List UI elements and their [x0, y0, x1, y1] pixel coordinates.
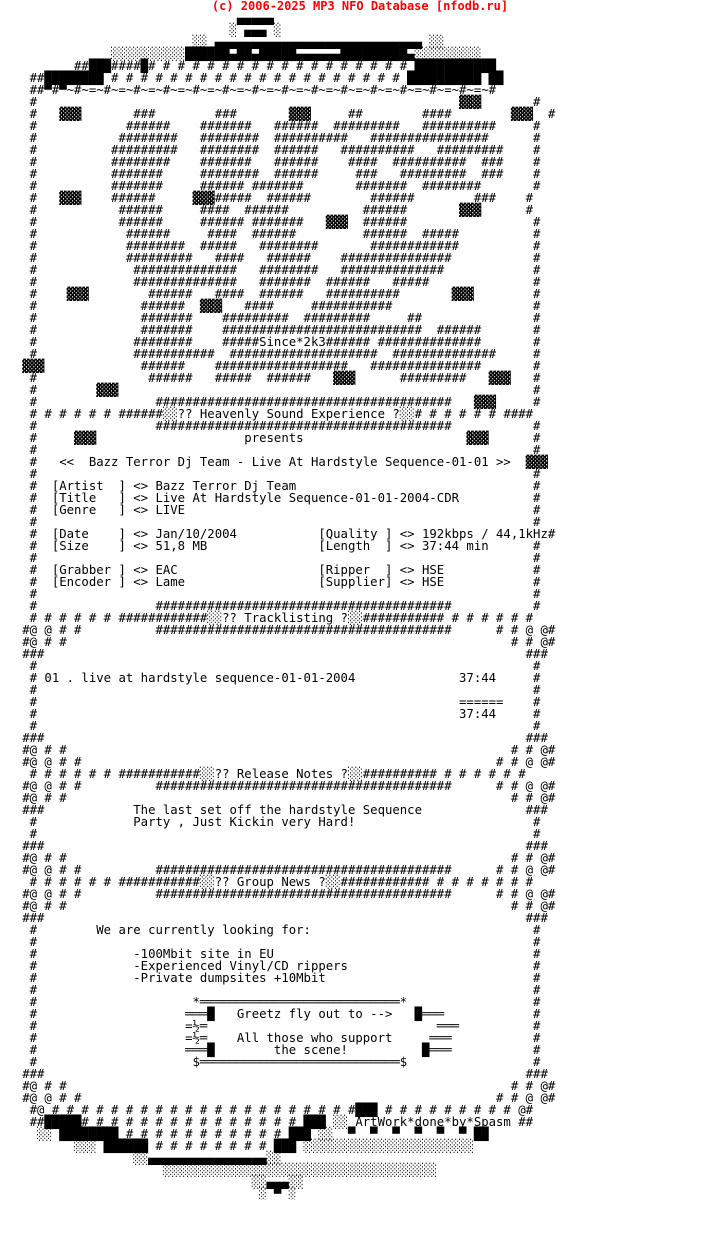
nfo-line: # ###### ###### ####### ▓▓▓ ###### #: [0, 215, 541, 229]
nfo-line: # =½═ ═══ #: [0, 1019, 541, 1033]
nfo-line: # #: [0, 467, 541, 481]
nfo-line: ░░░░░░░░░░░░░░░░░░░░░░░░░░░░░░░░░░░░░: [0, 1163, 437, 1177]
nfo-line: # ###### ####### ###### ######### ########## #: [0, 119, 541, 133]
nfo-line: # ######################################## #: [0, 419, 541, 433]
nfo-line: # #: [0, 983, 541, 997]
nfo-line: # ####### ######### ######### ## #: [0, 311, 541, 325]
nfo-line: # [Grabber ] <> EAC [Ripper ] <> HSE #: [0, 563, 541, 577]
nfo-line: #@ # # # # @#: [0, 899, 556, 913]
nfo-line: # [Title ] <> Live At Hardstyle Sequence-01-01-2004-CDR #: [0, 491, 541, 505]
nfo-line: ##████████ # # # # # # # # # # # # # # # # # # # # ██████████ ██: [0, 71, 504, 85]
nfo-line: #@ @ # # ######################################## # # @ @#: [0, 863, 556, 877]
nfo-line: ▓▓▓ ###### ################## ############### #: [0, 359, 541, 373]
nfo-line: # ####### ######## ###### ### ######### ### #: [0, 167, 541, 181]
nfo-line: # #: [0, 827, 541, 841]
nfo-line: #@ @ # # ######################################## # # @ @#: [0, 623, 556, 637]
nfo-line: # $═══════════════════════════$ #: [0, 1055, 541, 1069]
nfo-line: #@ # # # # @#: [0, 791, 556, 805]
nfo-line: # << Bazz Terror Dj Team - Live At Hardstyle Sequence-01-01 >> ▓▓▓: [0, 455, 548, 469]
nfo-line: # ====== #: [0, 695, 541, 709]
nfo-line: # ▓▓▓ ### ### ▓▓▓ ## #### ▓▓▓ #: [0, 107, 556, 121]
nfo-line: # ############## ######## ############## #: [0, 263, 541, 277]
nfo-line: # ###### #### ###### ###### ▓▓▓ #: [0, 203, 534, 217]
nfo-line: #@ # # # # @#: [0, 743, 556, 757]
nfo-line: # #: [0, 443, 541, 457]
nfo-line: #@ # # # # @#: [0, 1079, 556, 1093]
nfo-line: ##█████# # # # # # # # # # # # # # # ███ ░░ ArtWork*done*by*Spasm ##: [0, 1115, 534, 1129]
nfo-line: ░░░░░░░░░░██████▄██▄█████▄▄▄▄▄▄█████████▄░░░░░░░░░: [0, 47, 482, 61]
nfo-line: ### ###: [0, 731, 548, 745]
nfo-line: # -Private dumpsites +10Mbit #: [0, 971, 541, 985]
nfo-line: # #: [0, 719, 541, 733]
nfo-line: # ####### ########################### ###### #: [0, 323, 541, 337]
nfo-line: # ▓▓▓ ###### ▓▓▓##### ###### ###### ### #: [0, 191, 534, 205]
nfo-line: # ▓▓▓ #: [0, 383, 541, 397]
nfo-line: # ###### ##### ###### ▓▓▓ ######### ▓▓▓ #: [0, 371, 541, 385]
nfo-line: ##▀#▀~#~=~#~=~#~=~#~=~#~=~#~=~#~=~#~=~#~=~#~=~#~=~#~=~#~=~#~=~#: [0, 83, 497, 97]
nfo-line: # =½═ All those who support ═══ #: [0, 1031, 541, 1045]
nfo-line: # #: [0, 683, 541, 697]
nfo-line: #@ @ # # ######################################## # # @ @#: [0, 779, 556, 793]
nfo-line: #@ @ # # ######################################## # # @ @#: [0, 887, 556, 901]
nfo-line: # We are currently looking for: #: [0, 923, 541, 937]
nfo-line: #@ @ # # # # @ @#: [0, 755, 556, 769]
nfo-line: # ######################################## #: [0, 599, 541, 613]
nfo-line: # # # # # # ######░░?? Heavenly Sound Experience ?░░# # # # # # ####: [0, 407, 534, 421]
nfo-line: # 01 . live at hardstyle sequence-01-01-2004 37:44 #: [0, 671, 541, 685]
nfo-line: # ######## #####Since*2k3###### ############## #: [0, 335, 541, 349]
nfo-line: # #: [0, 587, 541, 601]
nfo-line: # # # # # # ###########░░?? Release Notes ?░░########## # # # # # #: [0, 767, 526, 781]
nfo-line: # #: [0, 515, 541, 529]
nfo-line: # ###### #### ###### ###### ##### #: [0, 227, 541, 241]
nfo-line: ░░▄▄▄▄▄▄▄▄▄▄▄▄▄▄▄▄░░: [0, 1151, 282, 1165]
nfo-line: #@ # # # # @#: [0, 635, 556, 649]
nfo-line: ### ###: [0, 839, 548, 853]
nfo-line: # [Date ] <> Jan/10/2004 [Quality ] <> 192kbps / 44,1kHz#: [0, 527, 556, 541]
nfo-line: #@ # # # # @#: [0, 851, 556, 865]
nfo-line: ░░░ ██████ # # # # # # # # ███ ░░░░░░░░░░░░░░░░░░░░░░░: [0, 1139, 474, 1153]
nfo-line: ░ ▄▄▄ ░: [0, 23, 282, 37]
nfo-line: # ############## ####### ###### ##### #: [0, 275, 541, 289]
nfo-line: # ######## ######## ########## ################ #: [0, 131, 541, 145]
nfo-line: # -100Mbit site in EU #: [0, 947, 541, 961]
nfo-line: # ###### ▓▓▓ #### ########### #: [0, 299, 541, 313]
nfo-line: # ######## ##### ######## ############ #: [0, 239, 541, 253]
nfo-line: # ######################################## ▓▓▓ #: [0, 395, 541, 409]
nfo-line: ### ###: [0, 647, 548, 661]
nfo-line: ░░ ▄▄▄▄▄▄▄▄▄▄▄▄▄▄▄▄▄▄▄▄▄▄▄▄▄▄▄▄ ░░: [0, 35, 445, 49]
nfo-line: # ═══█ Greetz fly out to --> █═══ #: [0, 1007, 541, 1021]
nfo-line: # ######## ####### ###### #### ########## ### #: [0, 155, 541, 169]
nfo-line: # ######### #### ###### ############### #: [0, 251, 541, 265]
nfo-line: ##███####█# # # # # # # # # # # # # # # # # # ███████████: [0, 59, 497, 73]
nfo-line: #@ @ # # # # @ @#: [0, 1091, 556, 1105]
nfo-line: # [Genre ] <> LIVE #: [0, 503, 541, 517]
nfo-line: ░░ ████████ # # # # # # # # # # # ███ ░░ ▀ ▀ ▀ ▀ ▀ ▀ ██: [0, 1127, 489, 1141]
nfo-line: # ######### ######## ###### ########## ######### #: [0, 143, 541, 157]
nfo-line: ### The last set off the hardstyle Sequence ###: [0, 803, 548, 817]
nfo-line: # # # # # # ############░░?? Tracklisting ?░░########### # # # # # #: [0, 611, 534, 625]
nfo-line: # ▓▓▓ #: [0, 95, 541, 109]
nfo-ascii-art-body: [0, 12, 720, 1200]
nfo-line: # *═══════════════════════════* #: [0, 995, 541, 1009]
nfo-line: ░ ▀ ░: [0, 1187, 297, 1200]
nfo-line: # [Size ] <> 51,8 MB [Length ] <> 37:44 min #: [0, 539, 541, 553]
nfo-line: # ▓▓▓ presents ▓▓▓ #: [0, 431, 541, 445]
nfo-line: # ═══█ the scene! █═══ #: [0, 1043, 541, 1057]
nfo-line: # -Experienced Vinyl/CD rippers #: [0, 959, 541, 973]
nfo-line: ### ###: [0, 1067, 548, 1081]
nfo-line: ░░▄▄▄░░: [0, 1175, 304, 1189]
nfo-line: # 37:44 #: [0, 707, 541, 721]
nfo-line: # [Artist ] <> Bazz Terror Dj Team #: [0, 479, 541, 493]
nfo-line: # # # # # # ###########░░?? Group News ?░░############ # # # # # # #: [0, 875, 534, 889]
copyright-credit: (c) 2006-2025 MP3 NFO Database [nfodb.ru]: [211, 0, 509, 13]
nfo-line: # #: [0, 935, 541, 949]
nfo-line: # ####### ###### ####### ####### ######## #: [0, 179, 541, 193]
nfo-line: #@ # # # # # # # # # # # # # # # # # # # # #███ # # # # # # # # # @#: [0, 1103, 534, 1117]
nfo-line: ▄▄▄▄▄: [0, 12, 274, 25]
nfo-line: # ▓▓▓ ###### #### ###### ########## ▓▓▓ #: [0, 287, 541, 301]
nfo-line: # [Encoder ] <> Lame [Supplier] <> HSE #: [0, 575, 541, 589]
nfo-line: # #: [0, 659, 541, 673]
nfo-line: # Party , Just Kickin very Hard! #: [0, 815, 541, 829]
nfo-line: # #: [0, 551, 541, 565]
nfo-line: ### ###: [0, 911, 548, 925]
nfo-line: # ########### #################### ############## #: [0, 347, 541, 361]
